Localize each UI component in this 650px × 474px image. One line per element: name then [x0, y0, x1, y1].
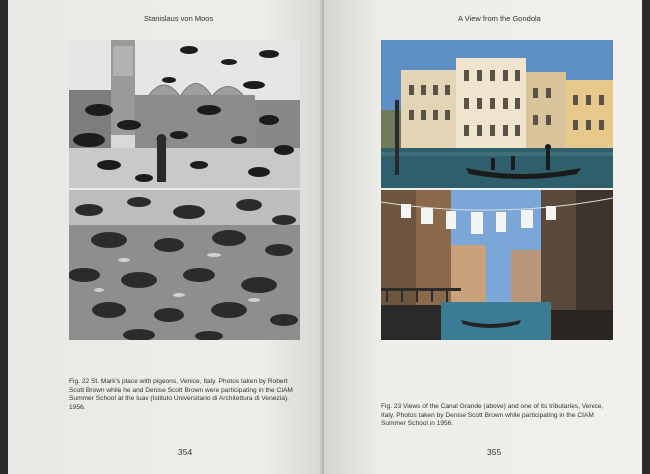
left-figure-caption: Fig. 22 St. Mark’s place with pigeons, Venice, Italy. Photos taken by Robert Scott Brown while he and Denise Scott Brown were participating in the CIAM Summer School at the Iuav (Istituto Universitario di Architettura di Venezia), 1956.	[69, 378, 293, 411]
st-marks-pigeons-photo-bottom	[69, 190, 300, 340]
left-page-number: 354	[178, 447, 193, 457]
canal-grande-photo	[381, 40, 613, 188]
canal-tributary-photo	[381, 190, 613, 340]
right-running-head: A View from the Gondola	[458, 14, 541, 23]
right-figure-caption: Fig. 23 Views of the Canal Grande (above) and one of its tributaries, Venice, Italy. Photos taken by Denise Scott Brown while participating in the CIAM Summer School in 1956.	[381, 403, 604, 428]
right-page-number: 355	[487, 447, 502, 457]
left-running-head: Stanislaus von Moos	[144, 14, 214, 23]
st-marks-pigeons-photo-top	[69, 40, 300, 188]
